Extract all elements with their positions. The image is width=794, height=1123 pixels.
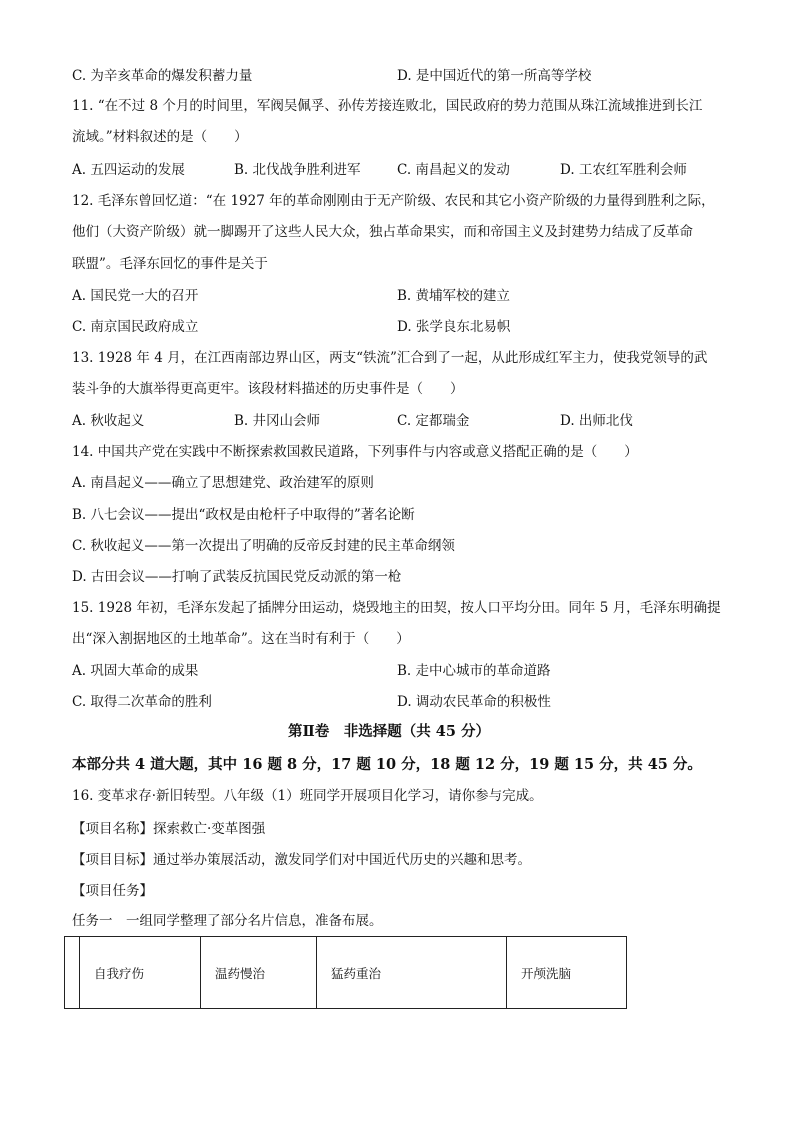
q11-option-b: B. 北伐战争胜利进军 <box>234 162 361 178</box>
q15-stem-line2: 出“深入割据地区的土地革命”。这在当时有利于（ ） <box>72 631 410 647</box>
q16-project-name: 【项目名称】探索救亡·变革图强 <box>72 821 266 837</box>
q15-option-b: B. 走中心城市的革命道路 <box>397 663 551 679</box>
q12-stem-line1: 12. 毛泽东曾回忆道：“在 1927 年的革命刚刚由于无产阶级、农民和其它小资产阶级的力量得到胜利之际， <box>72 193 715 209</box>
q11-option-a: A. 五四运动的发展 <box>72 162 185 178</box>
q11-stem-line2: 流域。”材料叙述的是（ ） <box>72 129 248 145</box>
q14-stem: 14. 中国共产党在实践中不断探索救国救民道路，下列事件与内容或意义搭配正确的是（ ） <box>72 444 638 460</box>
q13-stem-line2: 装斗争的大旗举得更高更牢。该段材料描述的历史事件是（ ） <box>72 381 464 397</box>
q14-option-c: C. 秋收起义——第一次提出了明确的反帝反封建的民主革命纲领 <box>72 538 455 554</box>
q14-option-a: A. 南昌起义——确立了思想建党、政治建军的原则 <box>72 475 374 491</box>
table-cell-blank <box>65 937 80 1009</box>
card-cell-2: 温药慢治 <box>201 937 317 1009</box>
q13-option-d: D. 出师北伐 <box>560 413 633 429</box>
q10-option-d: D. 是中国近代的第一所高等学校 <box>397 68 592 84</box>
card-cell-1: 自我疗伤 <box>80 937 201 1009</box>
name-card-table <box>64 936 627 1009</box>
q12-option-c: C. 南京国民政府成立 <box>72 319 199 335</box>
q14-option-d: D. 古田会议——打响了武装反抗国民党反动派的第一枪 <box>72 569 402 585</box>
q13-option-c: C. 定都瑞金 <box>397 413 470 429</box>
q11-option-d: D. 工农红军胜利会师 <box>560 162 687 178</box>
q15-option-c: C. 取得二次革命的胜利 <box>72 694 212 710</box>
q15-option-d: D. 调动农民革命的积极性 <box>397 694 551 710</box>
q12-option-b: B. 黄埔军校的建立 <box>397 288 511 304</box>
q11-stem-line1: 11. “在不过 8 个月的时间里，军阀吴佩孚、孙传芳接连败北，国民政府的势力范围从珠江流域推进到长江 <box>72 98 703 114</box>
q16-project-goal: 【项目目标】通过举办策展活动，激发同学们对中国近代历史的兴趣和思考。 <box>72 852 531 868</box>
q12-option-d: D. 张学良东北易帜 <box>397 319 511 335</box>
q12-stem-line3: 联盟”。毛泽东回忆的事件是关于 <box>72 256 268 272</box>
q12-stem-line2: 他们（大资产阶级）就一脚踢开了这些人民大众，独占革命果实，而和帝国主义及封建势力结成了反革命 <box>72 224 693 240</box>
q11-option-c: C. 南昌起义的发动 <box>397 162 510 178</box>
section2-intro: 本部分共 4 道大题，其中 16 题 8 分，17 题 10 分，18 题 12 分，19 题 15 分，共 45 分。 <box>72 756 702 773</box>
q16-stem: 16. 变革求存·新旧转型。八年级（1）班同学开展项目化学习，请你参与完成。 <box>72 788 543 804</box>
q16-project-tasks: 【项目任务】 <box>72 883 153 899</box>
card-cell-4: 开颅洗脑 <box>507 937 627 1009</box>
table-row <box>65 937 627 1009</box>
q13-option-b: B. 井冈山会师 <box>234 413 321 429</box>
q10-option-c: C. 为辛亥革命的爆发积蓄力量 <box>72 68 253 84</box>
q15-stem-line1: 15. 1928 年初，毛泽东发起了插牌分田运动，烧毁地主的田契，按人口平均分田。同年 5 月，毛泽东明确提 <box>72 600 721 616</box>
q14-option-b: B. 八七会议——提出“政权是由枪杆子中取得的”著名论断 <box>72 507 415 523</box>
q12-option-a: A. 国民党一大的召开 <box>72 288 199 304</box>
q15-option-a: A. 巩固大革命的成果 <box>72 663 199 679</box>
section2-title: 第Ⅱ卷 非选择题（共 45 分） <box>288 723 490 740</box>
q13-option-a: A. 秋收起义 <box>72 413 145 429</box>
q13-stem-line1: 13. 1928 年 4 月，在江西南部边界山区，两支“铁流”汇合到了一起，从此形成红军主力，使我党领导的武 <box>72 350 708 366</box>
card-cell-3: 猛药重治 <box>317 937 507 1009</box>
q16-task1: 任务一 一组同学整理了部分名片信息，准备布展。 <box>72 913 383 929</box>
